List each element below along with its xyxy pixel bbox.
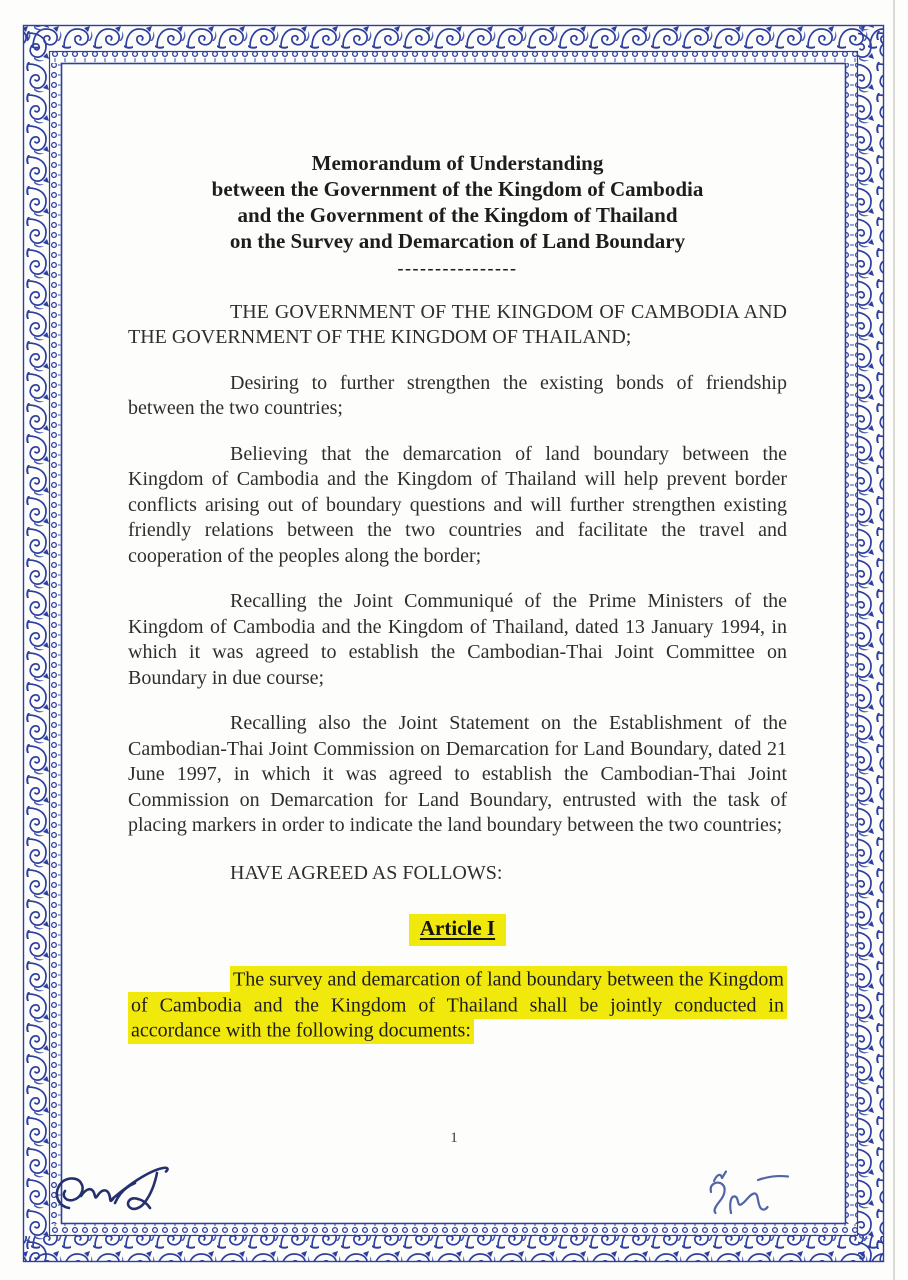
title-line: Memorandum of Understanding — [311, 151, 604, 175]
title-line: on the Survey and Demarcation of Land Boundary — [229, 229, 686, 253]
scan-page-edge — [893, 0, 895, 1280]
article-clause — [128, 968, 787, 1045]
page-number: 1 — [450, 1130, 458, 1146]
article-heading: Article I — [409, 914, 506, 946]
article-heading-row — [128, 914, 787, 946]
preamble-paragraph: Recalling the Joint Communiqué of the Prime Ministers of the Kingdom of Cambodia and the Kingdom of Thailand, dated 13 January 1994, in which it was agreed to establish the Cambodian-Thai Joint Committee on Boundary in due course; — [128, 590, 787, 689]
signature-initials-left-icon — [45, 1158, 235, 1223]
title-divider: ---------------- — [397, 258, 518, 278]
title-line: between the Government of the Kingdom of Cambodia — [211, 177, 704, 201]
signature-initials-right-icon — [698, 1165, 798, 1223]
document-title — [128, 150, 787, 254]
title-line: and the Government of the Kingdom of Thailand — [237, 203, 678, 227]
preamble-paragraph: Believing that the demarcation of land boundary between the Kingdom of Cambodia and the Kingdom of Thailand will help prevent border conflicts arising out of boundary questions and will further strengthen existing friendly relations between the two countries and facilitate the travel and cooperation of the peoples along the border; — [128, 442, 787, 567]
preamble-paragraph: THE GOVERNMENT OF THE KINGDOM OF CAMBODIA AND THE GOVERNMENT OF THE KINGDOM OF THAILAND; — [128, 300, 787, 348]
highlighted-clause: The survey and demarcation of land boundary between the Kingdom of Cambodia and the Kingdom of Thailand shall be jointly conducted in accordance with the following documents: — [128, 966, 787, 1044]
preamble-paragraph: Recalling also the Joint Statement on the Establishment of the Cambodian-Thai Joint Commission on Demarcation for Land Boundary, dated 21 June 1997, in which it was agreed to establish the Cambodian-Thai Joint Commission on Demarcation for Land Boundary, entrusted with the task of placing markers in order to indicate the land boundary between the two countries; — [128, 712, 787, 836]
page-content — [128, 150, 787, 1044]
preamble-paragraph: Desiring to further strengthen the existing bonds of friendship between the two countries; — [128, 371, 787, 419]
agreed-clause: HAVE AGREED AS FOLLOWS: — [230, 861, 503, 884]
